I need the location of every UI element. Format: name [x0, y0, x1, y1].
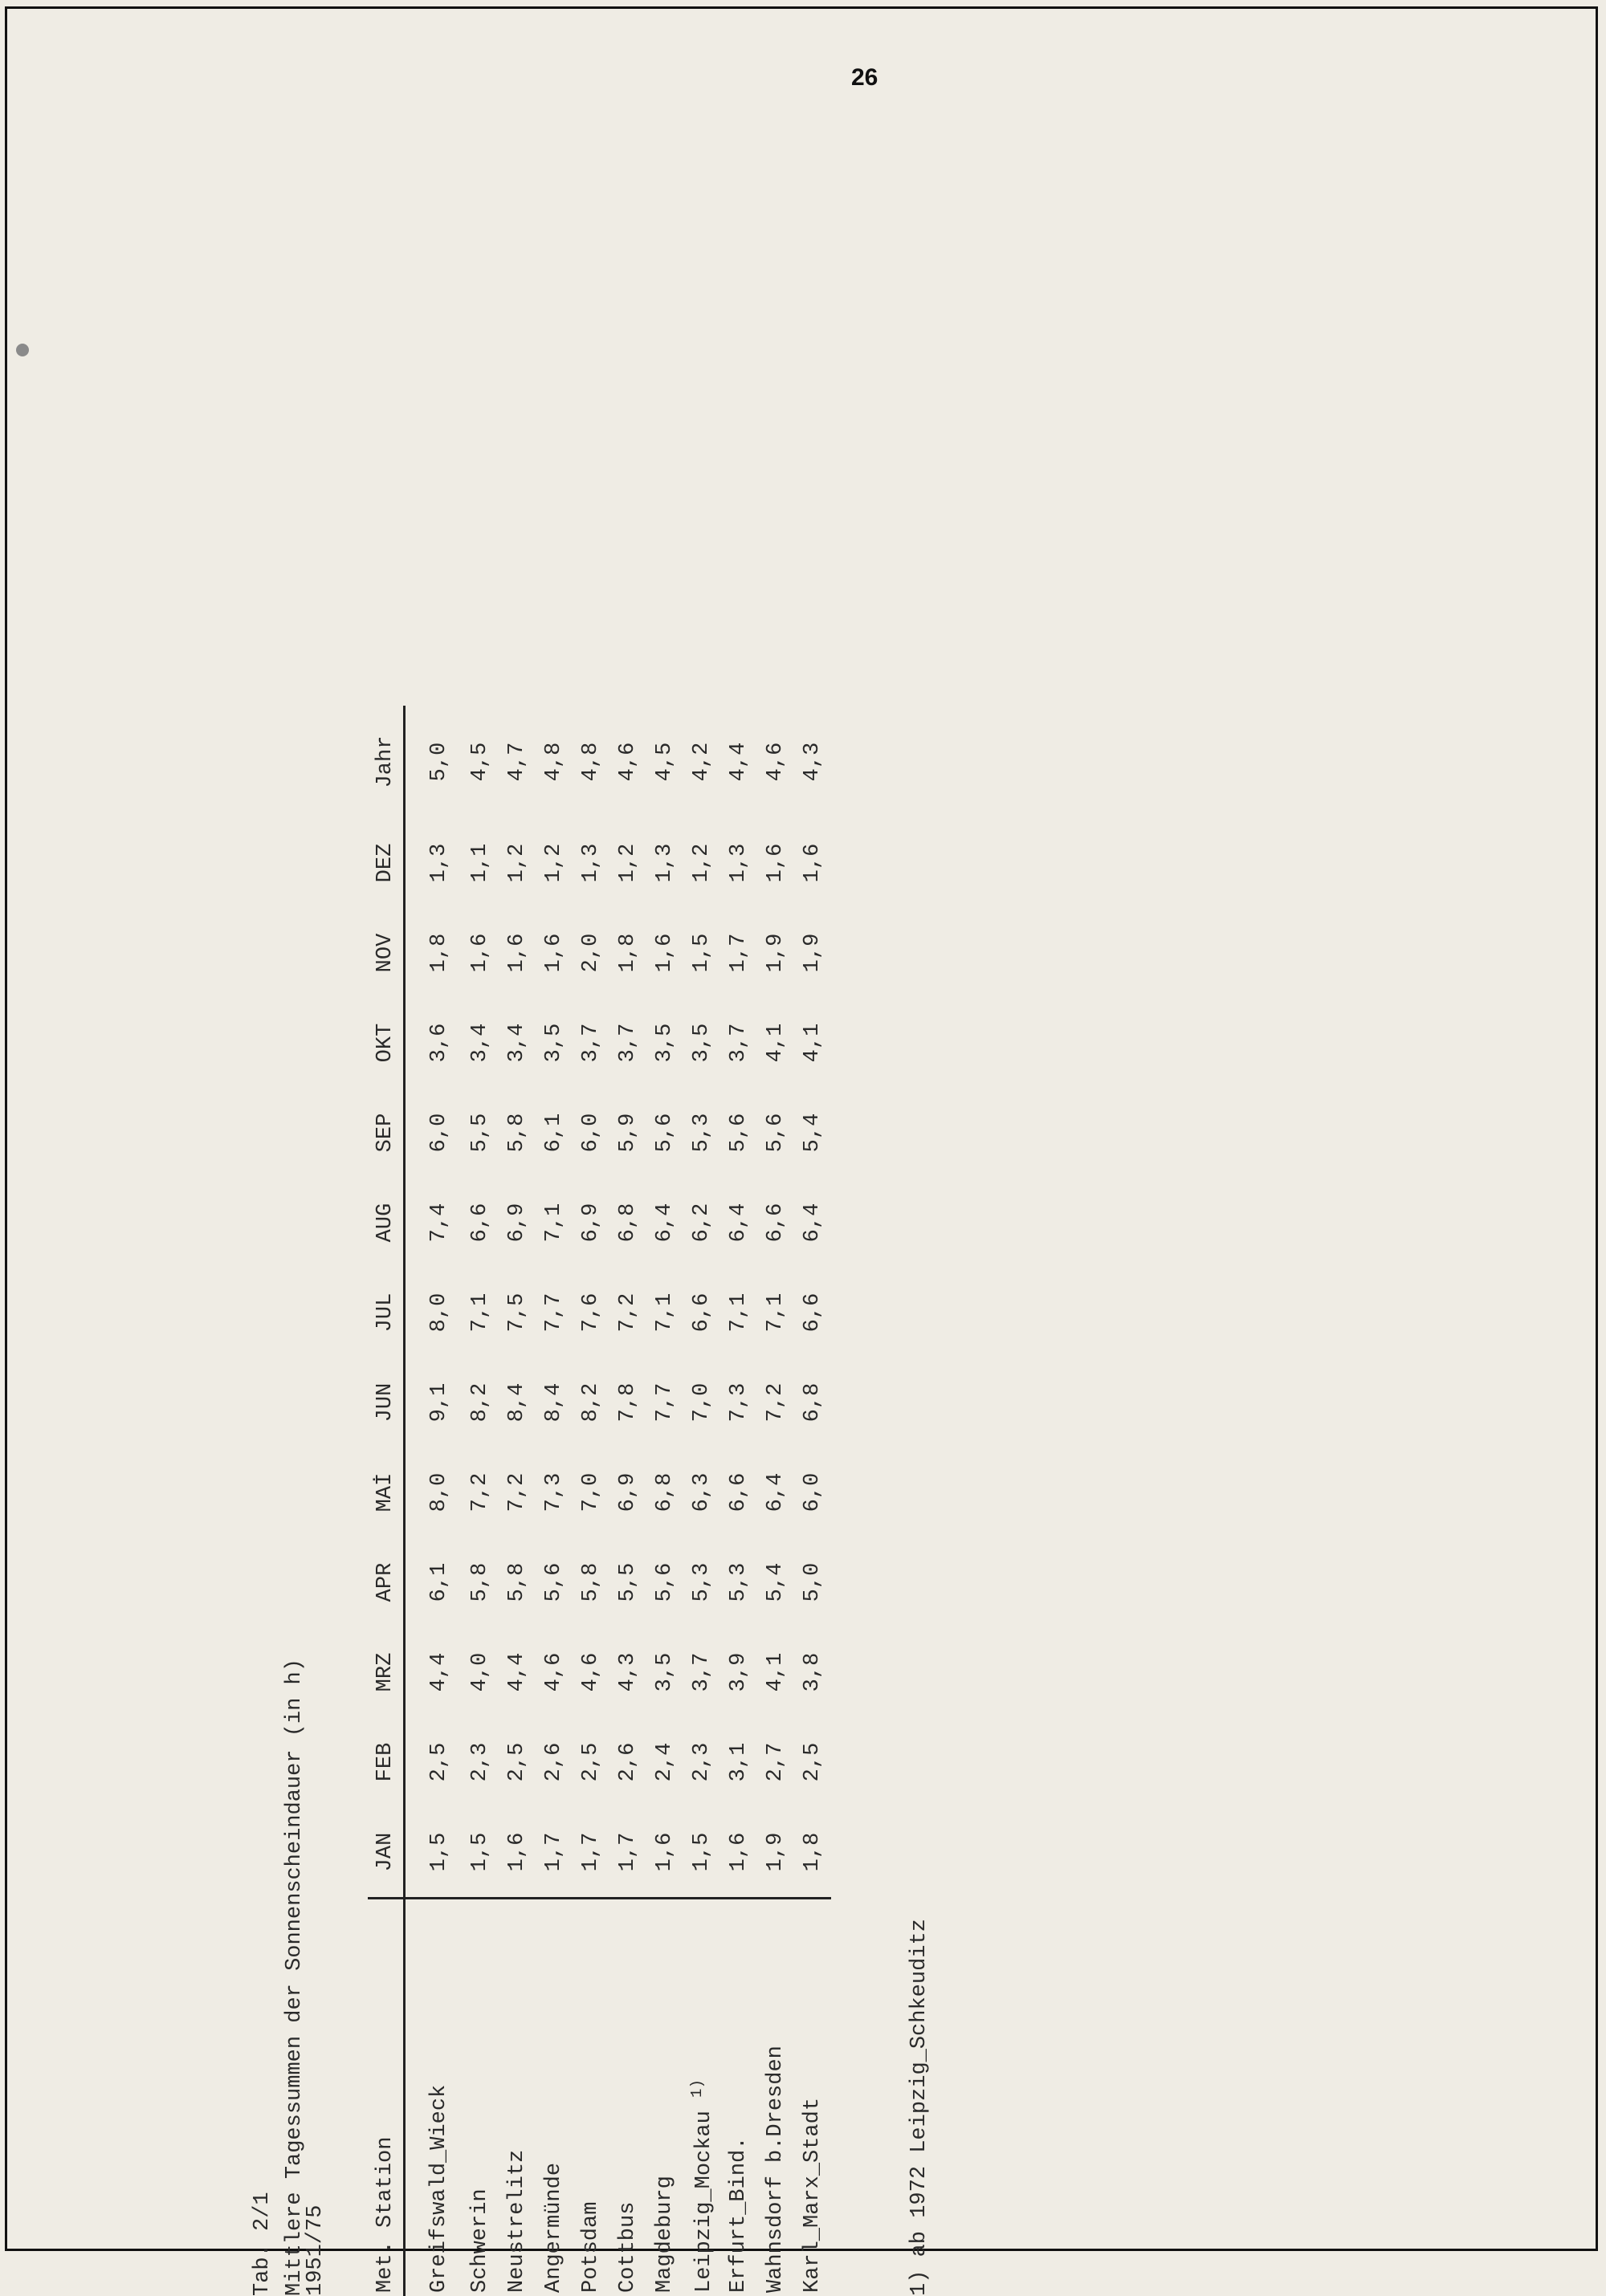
station-header: Met. Station: [368, 1899, 405, 2296]
month-value: 7,7: [536, 1268, 573, 1358]
month-value: 1,1: [462, 818, 499, 908]
month-value: 1,8: [609, 908, 646, 998]
month-value: 5,4: [794, 1088, 831, 1178]
month-value: 6,6: [462, 1178, 499, 1268]
month-header: MRZ: [368, 1627, 405, 1717]
station-label: Greifswald_Wieck: [427, 2085, 451, 2293]
month-value: 7,8: [609, 1358, 646, 1447]
month-value: 1,8: [794, 1807, 831, 1899]
month-value: 1,6: [757, 818, 794, 908]
month-value: 2,6: [609, 1717, 646, 1807]
station-name: [536, 1899, 573, 2296]
table-row: [757, 706, 794, 2296]
month-header: NOV: [368, 908, 405, 998]
month-value: 1,6: [646, 1807, 683, 1899]
month-value: 3,7: [573, 998, 609, 1088]
station-label: Erfurt_Bind.: [727, 2137, 751, 2293]
month-value: 1,9: [757, 1807, 794, 1899]
month-value: 1,6: [536, 908, 573, 998]
month-value: 8,0: [405, 1268, 463, 1358]
month-value: 5,8: [462, 1537, 499, 1627]
month-value: 1,6: [462, 908, 499, 998]
month-value: 8,0: [405, 1447, 463, 1537]
month-value: 5,8: [499, 1537, 536, 1627]
rotated-content: [249, 305, 1052, 2296]
month-value: 7,2: [609, 1268, 646, 1358]
month-value: 6,0: [573, 1088, 609, 1178]
month-value: 4,4: [499, 1627, 536, 1717]
month-value: 5,6: [757, 1088, 794, 1178]
month-value: 6,1: [536, 1088, 573, 1178]
month-value: 2,0: [573, 908, 609, 998]
month-value: 6,6: [683, 1268, 720, 1358]
year-value: 4,8: [573, 706, 609, 818]
station-label: Cottbus: [616, 2202, 640, 2293]
month-value: 1,7: [536, 1807, 573, 1899]
station-name: [646, 1899, 683, 2296]
station-name: [794, 1899, 831, 2296]
month-value: 1,5: [683, 908, 720, 998]
month-value: 1,2: [683, 818, 720, 908]
month-value: 5,6: [646, 1088, 683, 1178]
year-value: 5,0: [405, 706, 463, 818]
month-value: 1,9: [757, 908, 794, 998]
month-value: 6,4: [794, 1178, 831, 1268]
month-value: 6,4: [757, 1447, 794, 1537]
month-value: 5,3: [683, 1537, 720, 1627]
station-name: [499, 1899, 536, 2296]
month-value: 6,9: [499, 1178, 536, 1268]
month-value: 4,1: [757, 998, 794, 1088]
month-value: 5,0: [794, 1537, 831, 1627]
month-value: 2,5: [573, 1717, 609, 1807]
month-value: 6,4: [646, 1178, 683, 1268]
station-name: [609, 1899, 646, 2296]
month-value: 3,4: [499, 998, 536, 1088]
month-value: 7,1: [720, 1268, 757, 1358]
footnote-marker: 1): [688, 2079, 706, 2098]
table-row: [794, 706, 831, 2296]
month-header: OKT: [368, 998, 405, 1088]
month-value: 3,7: [683, 1627, 720, 1717]
month-value: 1,7: [609, 1807, 646, 1899]
station-label: Schwerin: [468, 2188, 492, 2293]
month-value: 7,0: [683, 1358, 720, 1447]
month-value: 3,1: [720, 1717, 757, 1807]
month-value: 3,5: [683, 998, 720, 1088]
month-value: 6,6: [757, 1178, 794, 1268]
month-header: JUL: [368, 1268, 405, 1358]
month-value: 7,6: [573, 1268, 609, 1358]
month-value: 8,4: [499, 1358, 536, 1447]
month-value: 5,6: [720, 1088, 757, 1178]
month-value: 5,6: [536, 1537, 573, 1627]
month-value: 6,6: [794, 1268, 831, 1358]
month-value: 6,2: [683, 1178, 720, 1268]
month-value: 6,0: [794, 1447, 831, 1537]
table-row: [609, 706, 646, 2296]
table-label: Tab. 2/1: [249, 2192, 277, 2296]
month-header: SEP: [368, 1088, 405, 1178]
month-value: 1,3: [720, 818, 757, 908]
month-header: FEB: [368, 1717, 405, 1807]
year-value: 4,6: [609, 706, 646, 818]
month-value: 5,4: [757, 1537, 794, 1627]
month-value: 7,1: [462, 1268, 499, 1358]
station-label: Wahnsdorf b.Dresden: [764, 2046, 788, 2293]
month-value: 3,5: [646, 1627, 683, 1717]
table-row: [573, 706, 609, 2296]
month-value: 2,5: [794, 1717, 831, 1807]
station-name: [462, 1899, 499, 2296]
month-value: 7,3: [720, 1358, 757, 1447]
month-value: 6,1: [405, 1537, 463, 1627]
month-value: 4,1: [757, 1627, 794, 1717]
month-header: AUG: [368, 1178, 405, 1268]
month-value: 1,6: [646, 908, 683, 998]
month-value: 1,3: [405, 818, 463, 908]
month-value: 1,5: [405, 1807, 463, 1899]
month-value: 8,4: [536, 1358, 573, 1447]
month-value: 2,7: [757, 1717, 794, 1807]
station-label: Neustrelitz: [505, 2150, 529, 2293]
month-value: 2,3: [683, 1717, 720, 1807]
page-number: 26: [851, 64, 878, 92]
month-value: 5,8: [573, 1537, 609, 1627]
month-value: 7,7: [646, 1358, 683, 1447]
year-value: 4,3: [794, 706, 831, 818]
sunshine-table: [368, 706, 831, 2296]
month-value: 5,8: [499, 1088, 536, 1178]
month-value: 7,3: [536, 1447, 573, 1537]
month-value: 3,6: [405, 998, 463, 1088]
month-value: 6,8: [609, 1178, 646, 1268]
station-label: Magdeburg: [653, 2176, 677, 2293]
header-row: [368, 706, 405, 2296]
month-value: 7,4: [405, 1178, 463, 1268]
month-value: 5,5: [462, 1088, 499, 1178]
month-header: MAİ: [368, 1447, 405, 1537]
station-name: [720, 1899, 757, 2296]
station-label: Angermünde: [542, 2163, 566, 2293]
month-value: 1,7: [720, 908, 757, 998]
year-value: 4,5: [646, 706, 683, 818]
month-value: 6,9: [573, 1178, 609, 1268]
station-name: [405, 1899, 463, 2296]
month-value: 3,7: [720, 998, 757, 1088]
month-value: 3,5: [646, 998, 683, 1088]
station-label: Karl_Marx_Stadt: [801, 2098, 825, 2293]
month-value: 5,3: [683, 1088, 720, 1178]
month-value: 7,1: [757, 1268, 794, 1358]
month-value: 5,6: [646, 1537, 683, 1627]
month-value: 1,6: [499, 908, 536, 998]
month-value: 2,5: [405, 1717, 463, 1807]
month-value: 6,4: [720, 1178, 757, 1268]
month-value: 1,5: [683, 1807, 720, 1899]
month-value: 6,6: [720, 1447, 757, 1537]
month-value: 1,7: [573, 1807, 609, 1899]
table-body: [405, 706, 832, 2296]
month-value: 4,3: [609, 1627, 646, 1717]
month-value: 7,1: [646, 1268, 683, 1358]
station-label: Leipzig_Mockau: [692, 2111, 716, 2293]
month-value: 3,8: [794, 1627, 831, 1717]
month-value: 1,6: [720, 1807, 757, 1899]
month-value: 1,9: [794, 908, 831, 998]
month-value: 1,6: [499, 1807, 536, 1899]
month-value: 1,2: [499, 818, 536, 908]
month-value: 2,3: [462, 1717, 499, 1807]
month-value: 6,0: [405, 1088, 463, 1178]
month-value: 3,5: [536, 998, 573, 1088]
month-value: 7,2: [499, 1447, 536, 1537]
month-value: 2,5: [499, 1717, 536, 1807]
month-value: 5,3: [720, 1537, 757, 1627]
month-value: 7,0: [573, 1447, 609, 1537]
table-row: [405, 706, 463, 2296]
month-value: 8,2: [573, 1358, 609, 1447]
month-value: 1,3: [646, 818, 683, 908]
month-value: 2,6: [536, 1717, 573, 1807]
month-value: 7,2: [462, 1447, 499, 1537]
month-value: 6,9: [609, 1447, 646, 1537]
table-period: 1951/75: [302, 2205, 330, 2296]
table-row: [499, 706, 536, 2296]
month-value: 3,9: [720, 1627, 757, 1717]
table-title: Mittlere Tagessummen der Sonnenscheindauer (in h): [281, 1659, 309, 2296]
month-value: 7,5: [499, 1268, 536, 1358]
year-value: 4,2: [683, 706, 720, 818]
station-name: [573, 1899, 609, 2296]
month-value: 6,8: [646, 1447, 683, 1537]
month-value: 1,2: [609, 818, 646, 908]
table-row: [536, 706, 573, 2296]
year-value: 4,6: [757, 706, 794, 818]
station-name: [683, 1899, 720, 2296]
month-header: JAN: [368, 1807, 405, 1899]
month-value: 1,3: [573, 818, 609, 908]
station-name: [757, 1899, 794, 2296]
table-row: [720, 706, 757, 2296]
table-row: [646, 706, 683, 2296]
month-value: 1,8: [405, 908, 463, 998]
month-header: APR: [368, 1537, 405, 1627]
year-value: 4,7: [499, 706, 536, 818]
month-value: 4,1: [794, 998, 831, 1088]
year-value: 4,4: [720, 706, 757, 818]
station-label: Potsdam: [579, 2202, 603, 2293]
year-value: 4,5: [462, 706, 499, 818]
table-row: [683, 706, 720, 2296]
month-value: 9,1: [405, 1358, 463, 1447]
month-value: 5,9: [609, 1088, 646, 1178]
year-header: Jahr: [368, 706, 405, 818]
month-value: 6,8: [794, 1358, 831, 1447]
month-header: DEZ: [368, 818, 405, 908]
month-header: JUN: [368, 1358, 405, 1447]
month-value: 1,6: [794, 818, 831, 908]
year-value: 4,8: [536, 706, 573, 818]
month-value: 6,3: [683, 1447, 720, 1537]
footnote: 1) ab 1972 Leipzig_Schkeuditz: [907, 1919, 931, 2296]
month-value: 2,4: [646, 1717, 683, 1807]
punch-hole: [16, 344, 29, 356]
month-value: 5,5: [609, 1537, 646, 1627]
month-value: 7,2: [757, 1358, 794, 1447]
month-value: 1,2: [536, 818, 573, 908]
month-value: 4,0: [462, 1627, 499, 1717]
month-value: 4,4: [405, 1627, 463, 1717]
month-value: 4,6: [573, 1627, 609, 1717]
month-value: 3,7: [609, 998, 646, 1088]
month-value: 4,6: [536, 1627, 573, 1717]
month-value: 1,5: [462, 1807, 499, 1899]
table-row: [462, 706, 499, 2296]
month-value: 8,2: [462, 1358, 499, 1447]
month-value: 7,1: [536, 1178, 573, 1268]
month-value: 3,4: [462, 998, 499, 1088]
